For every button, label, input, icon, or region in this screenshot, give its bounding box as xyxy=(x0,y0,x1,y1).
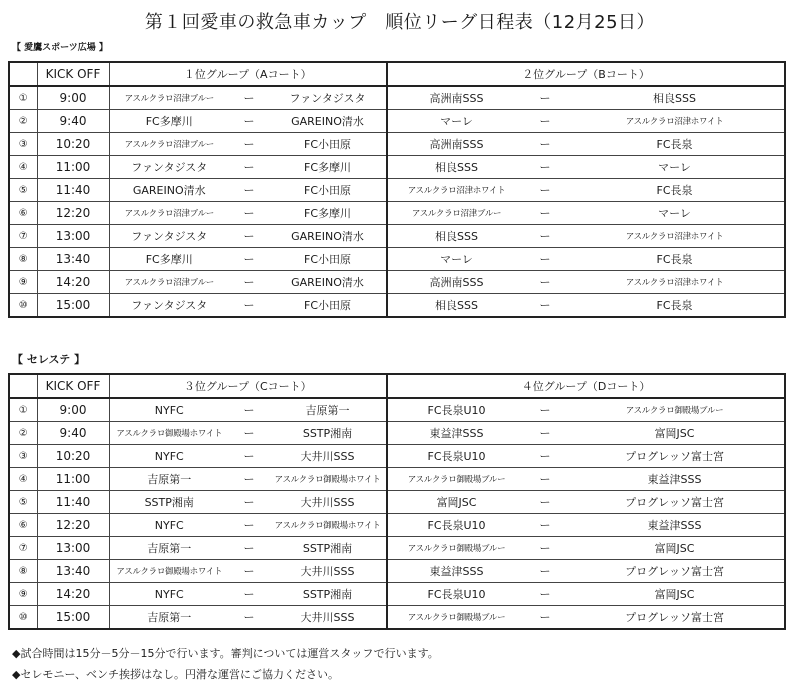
header-groupA: １位グループ（Aコート） xyxy=(109,62,387,86)
kickoff-time: 14:20 xyxy=(37,583,109,606)
team-name: アスルクラロ沼津ブルー xyxy=(387,202,525,225)
team-name: NYFC xyxy=(109,445,229,468)
match-number: ⑧ xyxy=(9,560,37,583)
kickoff-time: 15:00 xyxy=(37,606,109,630)
table-row xyxy=(9,179,785,202)
team-name: アスルクラロ御殿場ホワイト xyxy=(109,560,229,583)
table-row xyxy=(9,422,785,445)
kickoff-time: 9:40 xyxy=(37,110,109,133)
versus-dash: ー xyxy=(525,271,565,294)
match-number: ⑤ xyxy=(9,491,37,514)
match-number: ⑩ xyxy=(9,606,37,630)
table-row xyxy=(9,271,785,294)
table-row xyxy=(9,248,785,271)
team-name: 高洲南SSS xyxy=(387,133,525,156)
versus-dash: ー xyxy=(525,248,565,271)
versus-dash: ー xyxy=(229,514,269,537)
versus-dash: ー xyxy=(229,422,269,445)
team-name: マーレ xyxy=(387,110,525,133)
team-name: 高洲南SSS xyxy=(387,86,525,110)
header-groupB: ２位グループ（Bコート） xyxy=(387,62,785,86)
note-match-time: ◆試合時間は15分－5分－15分で行います。審判については運営スタッフで行います。 xyxy=(12,647,439,660)
versus-dash: ー xyxy=(525,445,565,468)
team-name: FC多摩川 xyxy=(109,110,229,133)
versus-dash: ー xyxy=(229,560,269,583)
match-number: ② xyxy=(9,422,37,445)
team-name: アスルクラロ御殿場ブルー xyxy=(387,468,525,491)
team-name: 大井川SSS xyxy=(269,445,387,468)
team-name: FC多摩川 xyxy=(109,248,229,271)
team-name: GAREINO清水 xyxy=(269,110,387,133)
table-row xyxy=(9,606,785,630)
team-name: 富岡JSC xyxy=(565,537,785,560)
team-name: FC長泉 xyxy=(565,133,785,156)
kickoff-time: 11:00 xyxy=(37,156,109,179)
table-row xyxy=(9,583,785,606)
team-name: アスルクラロ沼津ホワイト xyxy=(565,110,785,133)
table-header-row xyxy=(9,62,785,86)
schedule-table-celeste xyxy=(8,373,786,630)
header-no xyxy=(9,374,37,398)
table-row xyxy=(9,560,785,583)
team-name: NYFC xyxy=(109,583,229,606)
team-name: アスルクラロ沼津ブルー xyxy=(109,86,229,110)
versus-dash: ー xyxy=(525,537,565,560)
team-name: SSTP湘南 xyxy=(109,491,229,514)
team-name: 相良SSS xyxy=(387,156,525,179)
team-name: SSTP湘南 xyxy=(269,583,387,606)
match-number: ① xyxy=(9,398,37,422)
team-name: FC小田原 xyxy=(269,248,387,271)
table-row xyxy=(9,86,785,110)
versus-dash: ー xyxy=(525,110,565,133)
team-name: FC小田原 xyxy=(269,133,387,156)
team-name: プログレッソ富士宮 xyxy=(565,560,785,583)
kickoff-time: 9:00 xyxy=(37,86,109,110)
team-name: FC小田原 xyxy=(269,294,387,318)
team-name: 東益津SSS xyxy=(387,422,525,445)
schedule-table-aitaka xyxy=(8,61,786,318)
page-title: 第１回愛車の救急車カップ 順位リーグ日程表（12月25日） xyxy=(144,12,656,33)
team-name: GAREINO清水 xyxy=(269,271,387,294)
team-name: 東益津SSS xyxy=(565,468,785,491)
team-name: 大井川SSS xyxy=(269,560,387,583)
versus-dash: ー xyxy=(525,225,565,248)
team-name: 吉原第一 xyxy=(109,606,229,630)
venue-label-aitaka: 【 愛鷹スポーツ広場 】 xyxy=(12,43,108,53)
team-name: 吉原第一 xyxy=(269,398,387,422)
versus-dash: ー xyxy=(229,294,269,318)
team-name: ファンタジスタ xyxy=(109,156,229,179)
team-name: マーレ xyxy=(565,156,785,179)
team-name: 相良SSS xyxy=(387,225,525,248)
versus-dash: ー xyxy=(229,225,269,248)
versus-dash: ー xyxy=(229,156,269,179)
versus-dash: ー xyxy=(525,86,565,110)
match-number: ④ xyxy=(9,156,37,179)
kickoff-time: 13:40 xyxy=(37,248,109,271)
table-row xyxy=(9,202,785,225)
match-number: ⑨ xyxy=(9,271,37,294)
team-name: FC長泉 xyxy=(565,248,785,271)
team-name: アスルクラロ御殿場ホワイト xyxy=(269,514,387,537)
kickoff-time: 11:00 xyxy=(37,468,109,491)
table-row xyxy=(9,514,785,537)
team-name: FC多摩川 xyxy=(269,156,387,179)
kickoff-time: 14:20 xyxy=(37,271,109,294)
versus-dash: ー xyxy=(525,398,565,422)
team-name: SSTP湘南 xyxy=(269,422,387,445)
kickoff-time: 13:40 xyxy=(37,560,109,583)
team-name: 相良SSS xyxy=(387,294,525,318)
team-name: NYFC xyxy=(109,398,229,422)
header-groupD: ４位グループ（Dコート） xyxy=(387,374,785,398)
match-number: ② xyxy=(9,110,37,133)
versus-dash: ー xyxy=(229,491,269,514)
team-name: NYFC xyxy=(109,514,229,537)
kickoff-time: 10:20 xyxy=(37,445,109,468)
table-row xyxy=(9,225,785,248)
versus-dash: ー xyxy=(525,583,565,606)
team-name: 富岡JSC xyxy=(565,422,785,445)
team-name: アスルクラロ御殿場ホワイト xyxy=(269,468,387,491)
kickoff-time: 10:20 xyxy=(37,133,109,156)
match-number: ⑥ xyxy=(9,514,37,537)
team-name: FC長泉U10 xyxy=(387,398,525,422)
kickoff-time: 11:40 xyxy=(37,491,109,514)
table-row xyxy=(9,398,785,422)
versus-dash: ー xyxy=(525,491,565,514)
kickoff-time: 13:00 xyxy=(37,225,109,248)
table-row xyxy=(9,133,785,156)
team-name: 富岡JSC xyxy=(387,491,525,514)
versus-dash: ー xyxy=(525,606,565,630)
versus-dash: ー xyxy=(525,179,565,202)
table-header-row xyxy=(9,374,785,398)
team-name: 東益津SSS xyxy=(565,514,785,537)
match-number: ⑦ xyxy=(9,537,37,560)
team-name: FC長泉 xyxy=(565,179,785,202)
team-name: FC長泉 xyxy=(565,294,785,318)
table-row xyxy=(9,110,785,133)
versus-dash: ー xyxy=(525,294,565,318)
team-name: アスルクラロ沼津ブルー xyxy=(109,202,229,225)
header-kickoff: KICK OFF xyxy=(37,374,109,398)
versus-dash: ー xyxy=(525,560,565,583)
versus-dash: ー xyxy=(229,537,269,560)
team-name: アスルクラロ沼津ブルー xyxy=(109,271,229,294)
team-name: プログレッソ富士宮 xyxy=(565,445,785,468)
team-name: FC長泉U10 xyxy=(387,445,525,468)
versus-dash: ー xyxy=(229,445,269,468)
team-name: アスルクラロ沼津ホワイト xyxy=(565,225,785,248)
team-name: 富岡JSC xyxy=(565,583,785,606)
table-row xyxy=(9,294,785,318)
team-name: 大井川SSS xyxy=(269,491,387,514)
match-number: ⑦ xyxy=(9,225,37,248)
team-name: FC小田原 xyxy=(269,179,387,202)
match-number: ③ xyxy=(9,445,37,468)
match-number: ⑤ xyxy=(9,179,37,202)
team-name: 相良SSS xyxy=(565,86,785,110)
kickoff-time: 9:00 xyxy=(37,398,109,422)
match-number: ① xyxy=(9,86,37,110)
versus-dash: ー xyxy=(229,202,269,225)
team-name: マーレ xyxy=(565,202,785,225)
header-groupC: ３位グループ（Cコート） xyxy=(109,374,387,398)
team-name: FC長泉U10 xyxy=(387,583,525,606)
versus-dash: ー xyxy=(229,583,269,606)
match-number: ⑩ xyxy=(9,294,37,318)
versus-dash: ー xyxy=(229,133,269,156)
team-name: ファンタジスタ xyxy=(109,294,229,318)
team-name: 吉原第一 xyxy=(109,468,229,491)
match-number: ⑧ xyxy=(9,248,37,271)
team-name: アスルクラロ沼津ホワイト xyxy=(565,271,785,294)
versus-dash: ー xyxy=(229,248,269,271)
versus-dash: ー xyxy=(525,422,565,445)
versus-dash: ー xyxy=(229,179,269,202)
team-name: 高洲南SSS xyxy=(387,271,525,294)
team-name: GAREINO清水 xyxy=(109,179,229,202)
kickoff-time: 13:00 xyxy=(37,537,109,560)
team-name: アスルクラロ御殿場ホワイト xyxy=(109,422,229,445)
versus-dash: ー xyxy=(229,398,269,422)
table-row xyxy=(9,445,785,468)
match-number: ⑨ xyxy=(9,583,37,606)
match-number: ③ xyxy=(9,133,37,156)
versus-dash: ー xyxy=(525,514,565,537)
team-name: SSTP湘南 xyxy=(269,537,387,560)
table-row xyxy=(9,537,785,560)
team-name: FC多摩川 xyxy=(269,202,387,225)
versus-dash: ー xyxy=(229,86,269,110)
team-name: 吉原第一 xyxy=(109,537,229,560)
team-name: ファンタジスタ xyxy=(109,225,229,248)
team-name: アスルクラロ沼津ホワイト xyxy=(387,179,525,202)
versus-dash: ー xyxy=(229,271,269,294)
header-no xyxy=(9,62,37,86)
kickoff-time: 15:00 xyxy=(37,294,109,318)
match-number: ⑥ xyxy=(9,202,37,225)
table-row xyxy=(9,491,785,514)
versus-dash: ー xyxy=(525,468,565,491)
team-name: ファンタジスタ xyxy=(269,86,387,110)
note-ceremony: ◆セレモニー、ベンチ挨拶はなし。円滑な運営にご協力ください。 xyxy=(12,668,340,681)
versus-dash: ー xyxy=(525,133,565,156)
team-name: マーレ xyxy=(387,248,525,271)
kickoff-time: 12:20 xyxy=(37,514,109,537)
team-name: プログレッソ富士宮 xyxy=(565,491,785,514)
match-number: ④ xyxy=(9,468,37,491)
versus-dash: ー xyxy=(229,110,269,133)
table-row xyxy=(9,156,785,179)
kickoff-time: 12:20 xyxy=(37,202,109,225)
team-name: 東益津SSS xyxy=(387,560,525,583)
header-kickoff: KICK OFF xyxy=(37,62,109,86)
kickoff-time: 11:40 xyxy=(37,179,109,202)
team-name: GAREINO清水 xyxy=(269,225,387,248)
team-name: FC長泉U10 xyxy=(387,514,525,537)
table-row xyxy=(9,468,785,491)
versus-dash: ー xyxy=(525,156,565,179)
team-name: プログレッソ富士宮 xyxy=(565,606,785,630)
team-name: アスルクラロ御殿場ブルー xyxy=(387,606,525,630)
team-name: アスルクラロ御殿場ブルー xyxy=(387,537,525,560)
venue-label-celeste: 【 セレステ 】 xyxy=(12,353,86,366)
team-name: アスルクラロ沼津ブルー xyxy=(109,133,229,156)
versus-dash: ー xyxy=(229,606,269,630)
kickoff-time: 9:40 xyxy=(37,422,109,445)
team-name: 大井川SSS xyxy=(269,606,387,630)
versus-dash: ー xyxy=(229,468,269,491)
versus-dash: ー xyxy=(525,202,565,225)
team-name: アスルクラロ御殿場ブルー xyxy=(565,398,785,422)
